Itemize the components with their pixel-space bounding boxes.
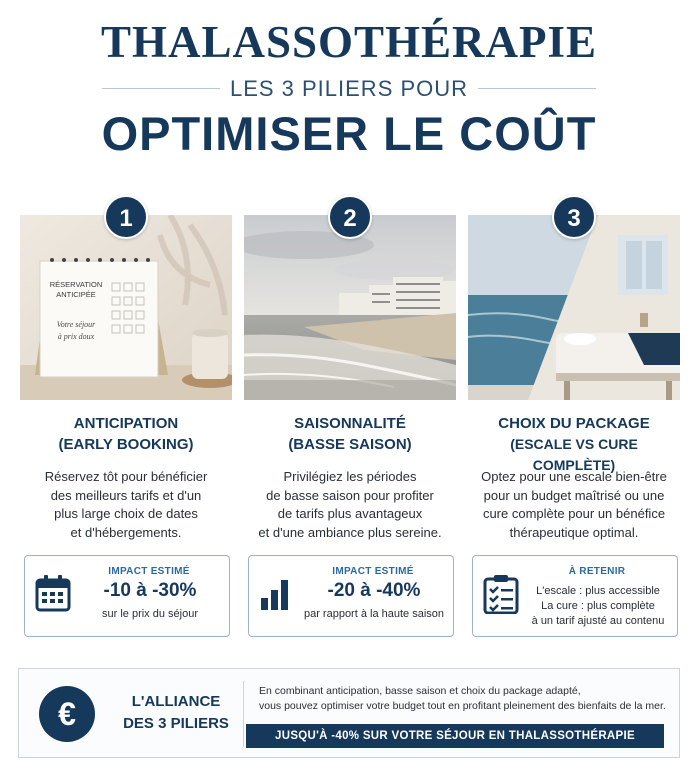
pillar-title-line-2: (ESCALE VS CURE COMPLÈTE)	[510, 436, 638, 473]
subtitle: LES 3 PILIERS POUR	[229, 76, 469, 101]
pillar-description	[20, 468, 232, 542]
impact-box	[24, 555, 230, 637]
desc-line: de basse saison pour profiter	[266, 487, 434, 503]
reminder-label: À RETENIR	[568, 566, 626, 577]
subtitle-row	[0, 76, 698, 102]
checklist-icon	[483, 574, 523, 616]
pillar-description	[468, 468, 680, 542]
impact-value: -10 à -30%	[103, 580, 197, 601]
pillar-number-badge: 2	[328, 195, 372, 239]
reminder-line: L'escale : plus accessible	[536, 585, 660, 597]
photo-calendar-line-4: à prix doux	[57, 332, 95, 341]
desc-line: plus large choix de dates	[54, 506, 198, 521]
desc-line: thérapeutique optimal.	[509, 524, 639, 540]
photo-calendar-line-2: ANTICIPÉE	[56, 290, 96, 299]
pillar-title	[20, 413, 232, 455]
desc-line: cure complète pour un bénéfice	[482, 506, 666, 521]
desc-line: pour un budget maîtrisé ou une	[483, 487, 665, 503]
impact-note: par rapport à la haute saison	[303, 608, 445, 620]
reminder-box	[472, 555, 678, 637]
impact-value: -20 à -40%	[327, 580, 421, 601]
divider-right	[478, 88, 596, 89]
euro-icon: €	[39, 686, 95, 742]
reminder-line: à un tarif ajusté au contenu	[531, 615, 665, 627]
pillar-title-line-1: SAISONNALITÉ	[294, 415, 406, 432]
alliance-text-line-2: vous pouvez optimiser votre budget tout en profitant pleinement des bienfaits de la mer.	[259, 700, 666, 712]
reminder-lines	[523, 584, 673, 629]
pillar-anticipation	[20, 195, 232, 645]
pillar-title-line-1: CHOIX DU PACKAGE	[498, 415, 650, 432]
pillar-number-badge: 3	[552, 195, 596, 239]
alliance-text	[245, 684, 677, 714]
savings-banner: JUSQU'À -40% SUR VOTRE SÉJOUR EN THALASSOTHÉRAPIE	[246, 724, 664, 748]
alliance-title-line-1: L'ALLIANCE	[131, 693, 221, 710]
pillar-title	[244, 413, 456, 455]
impact-note: sur le prix du séjour	[102, 608, 198, 620]
photo-calendar-line-1: RÉSERVATION	[49, 280, 103, 289]
bar-chart-icon	[259, 574, 299, 616]
desc-line: Réservez tôt pour bénéficier	[44, 469, 208, 484]
pillar-description	[244, 468, 456, 542]
headline: OPTIMISER LE COÛT	[101, 107, 597, 160]
alliance-title-line-2: DES 3 PILIERS	[123, 715, 229, 732]
pillar-package	[468, 195, 680, 645]
desc-line: de tarifs plus avantageux	[277, 506, 423, 521]
alliance-text-line-1: En combinant anticipation, basse saison et choix du package adapté,	[259, 685, 581, 697]
impact-box	[248, 555, 454, 637]
photo-calendar-line-3: Votre séjour	[56, 320, 96, 329]
beach-photo	[244, 215, 456, 400]
alliance-footer	[18, 668, 680, 758]
desc-line: et d'hébergements.	[70, 524, 182, 540]
desc-line: des meilleurs tarifs et d'un	[50, 487, 202, 503]
pillar-title-line-1: ANTICIPATION	[73, 415, 179, 432]
footer-divider	[243, 681, 244, 747]
impact-label: IMPACT ESTIMÉ	[332, 566, 414, 577]
desc-line: et d'une ambiance plus sereine.	[258, 524, 442, 540]
desc-line: Optez pour une escale bien-être	[481, 469, 667, 484]
calendar-icon	[35, 574, 75, 616]
spa-room-photo	[468, 215, 680, 400]
desc-line: Privilégiez les périodes	[283, 469, 417, 484]
pillar-title	[468, 413, 680, 476]
pillar-number-badge: 1	[104, 195, 148, 239]
impact-label: IMPACT ESTIMÉ	[108, 566, 190, 577]
reminder-line: La cure : plus complète	[541, 600, 655, 612]
alliance-title	[111, 691, 241, 735]
page-title: THALASSOTHÉRAPIE	[100, 17, 598, 67]
pillar-title-line-2: (BASSE SAISON)	[288, 436, 412, 453]
calendar-desk-photo	[20, 215, 232, 400]
pillar-title-line-2: (EARLY BOOKING)	[58, 436, 194, 453]
pillar-saisonnalite	[244, 195, 456, 645]
